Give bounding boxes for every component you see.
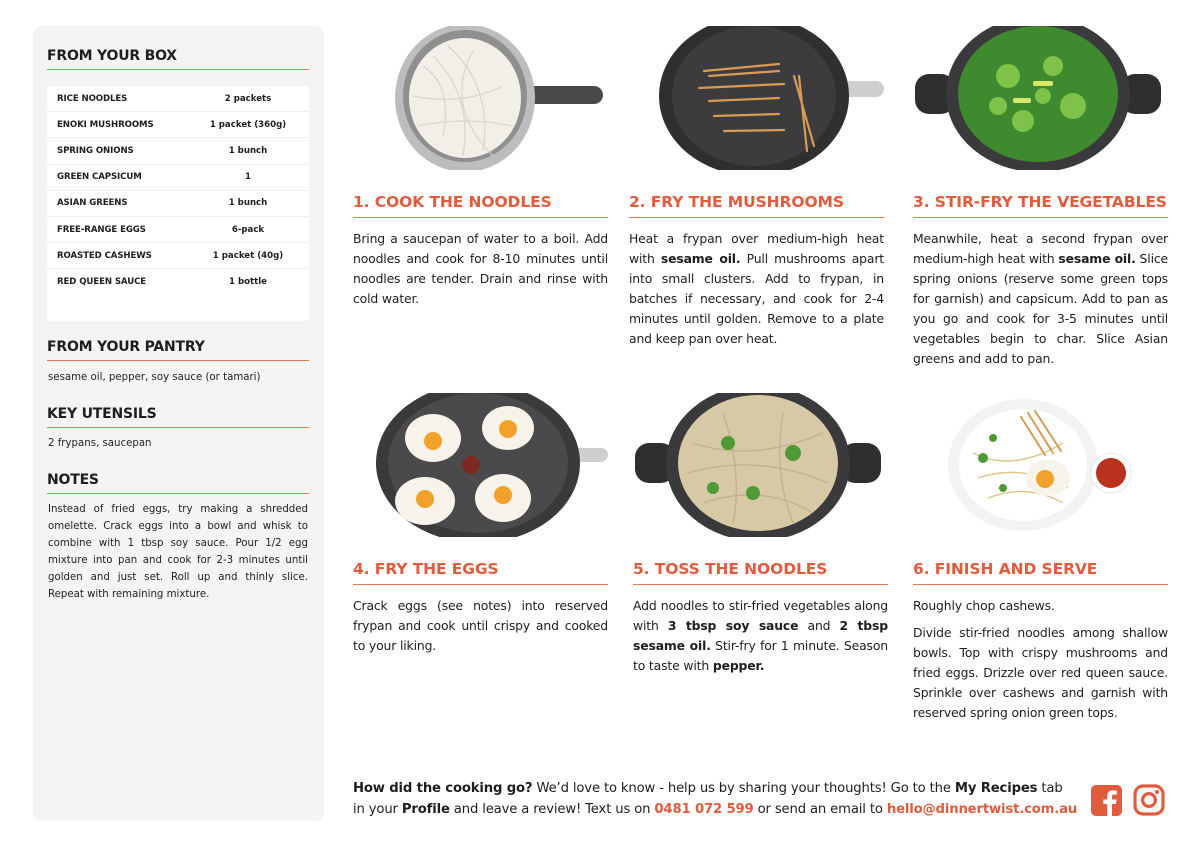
footer-text-run: or send an email to — [753, 802, 887, 817]
ingredient-quantity: 1 — [245, 172, 251, 183]
frypan-enoki-mushrooms-photo — [629, 26, 884, 170]
step-text-run: Bring a saucepan of water to a boil. Add noodles and cook for 8-10 minutes until noodles are tender. Drain and rinse with cold water. — [353, 231, 608, 306]
emphasized-ingredient: pepper. — [712, 658, 765, 673]
step-paragraph — [353, 596, 608, 656]
step-5-text — [633, 596, 888, 676]
ingredient-row — [47, 112, 309, 138]
ingredient-name: GREEN CAPSICUM — [57, 172, 142, 183]
from-your-box-heading: FROM YOUR BOX — [47, 48, 309, 70]
ingredient-name: ASIAN GREENS — [57, 198, 128, 209]
ingredient-quantity: 1 bunch — [228, 145, 268, 156]
ingredients-sidebar — [33, 26, 324, 821]
step-text-run: Add noodles to stir-fried vegetables along with — [633, 598, 888, 633]
step-text-run: Slice spring onions (reserve some green tops for garnish) and capsicum. Add to pan as you go and cook for 3-5 minutes until vegetables begin to char. Slice Asian greens and add to pan. — [913, 251, 1168, 366]
step-text-run: Meanwhile, heat a second frypan over medium-high heat with — [913, 231, 1168, 266]
step-5-title: 5. TOSS THE NOODLES — [633, 560, 888, 585]
ingredient-name: ROASTED CASHEWS — [57, 250, 152, 261]
ingredient-name: SPRING ONIONS — [57, 145, 134, 156]
ingredients-list — [47, 86, 309, 321]
ingredient-row — [47, 243, 309, 269]
pan-tossed-noodles-photo — [633, 393, 888, 537]
step-text-run: Crack eggs (see notes) into reserved frypan and cook until crispy and cooked to your liking. — [353, 598, 608, 653]
footer-text-run: We’d love to know - help us by sharing your thoughts! Go to the — [532, 781, 955, 796]
email-link[interactable]: hello@dinnertwist.com.au — [886, 802, 1078, 817]
step-3-text — [913, 229, 1168, 369]
ingredient-quantity: 1 bottle — [228, 277, 268, 288]
frypan-fried-eggs-photo — [353, 393, 608, 537]
footer-text-run: My Recipes — [954, 781, 1038, 796]
notes-heading: NOTES — [47, 472, 309, 494]
step-text-run: and — [798, 618, 840, 633]
step-paragraph — [913, 623, 1168, 723]
plated-noodle-bowl-photo — [913, 393, 1168, 537]
ingredient-quantity: 1 packet (360g) — [209, 119, 287, 130]
key-utensils-heading: KEY UTENSILS — [47, 406, 309, 428]
ingredient-row — [47, 191, 309, 217]
step-text-run: Roughly chop cashews. — [913, 598, 1055, 613]
step-3-title: 3. STIR-FRY THE VEGETABLES — [913, 193, 1168, 218]
ingredient-name: FREE-RANGE EGGS — [57, 224, 146, 235]
step-paragraph — [633, 596, 888, 676]
step-paragraph — [913, 596, 1168, 616]
feedback-footer — [353, 778, 1078, 820]
emphasized-ingredient: sesame oil. — [1058, 251, 1136, 266]
step-4-text — [353, 596, 608, 656]
step-text-run: Stir-fry for 1 minute. Season to taste with — [633, 638, 888, 673]
ingredient-name: RED QUEEN SAUCE — [57, 277, 147, 288]
ingredient-quantity: 1 bunch — [228, 198, 268, 209]
ingredient-name: ENOKI MUSHROOMS — [57, 119, 154, 130]
phone-link[interactable]: 0481 072 599 — [654, 802, 754, 817]
pan-stir-fried-vegetables-photo — [913, 26, 1168, 170]
ingredient-quantity: 2 packets — [224, 93, 272, 104]
ingredient-quantity: 6-pack — [231, 224, 265, 235]
step-1-text — [353, 229, 608, 309]
ingredient-row — [47, 86, 309, 112]
ingredient-name: RICE NOODLES — [57, 93, 128, 104]
step-6-title: 6. FINISH AND SERVE — [913, 560, 1168, 585]
step-4-title: 4. FRY THE EGGS — [353, 560, 608, 585]
facebook-icon[interactable] — [1090, 784, 1122, 816]
step-text-run: Pull mushrooms apart into small clusters. Add to frypan, in batches if necessary, and cook for 2-4 minutes until golden. Remove to a plate and keep pan over heat. — [629, 251, 884, 346]
ingredient-row — [47, 165, 309, 191]
emphasized-ingredient: 3 tbsp soy sauce — [667, 618, 799, 633]
step-text-run: Divide stir-fried noodles among shallow bowls. Top with crispy mushrooms and fried eggs. Drizzle over red queen sauce. Sprinkle over cashews and garnish with reserved spring onion green tops. — [913, 625, 1168, 720]
ingredient-row — [47, 269, 309, 295]
step-text-run: Heat a frypan over medium-high heat with — [629, 231, 884, 266]
footer-text-run: and leave a review! Text us on — [449, 802, 655, 817]
emphasized-ingredient: 2 tbsp sesame oil. — [633, 618, 888, 653]
ingredient-quantity: 1 packet (40g) — [212, 250, 284, 261]
step-paragraph — [913, 229, 1168, 369]
pantry-text: sesame oil, pepper, soy sauce (or tamari) — [48, 372, 261, 383]
footer-text-run: Profile — [401, 802, 450, 817]
notes-text: Instead of fried eggs, try making a shredded omelette. Crack eggs into a bowl and whisk to combine with 1 tbsp soy sauce. Pour 1/2 egg mixture into pan and cook for 2-3 minutes until golden and just set. Roll up and thinly slice. Repeat with remaining mixture. — [48, 504, 308, 600]
step-1-title: 1. COOK THE NOODLES — [353, 193, 608, 218]
emphasized-ingredient: sesame oil. — [660, 251, 741, 266]
step-6-text — [913, 596, 1168, 723]
from-your-pantry-heading: FROM YOUR PANTRY — [47, 339, 309, 361]
saucepan-rice-noodles-photo — [353, 26, 608, 170]
step-2-title: 2. FRY THE MUSHROOMS — [629, 193, 884, 218]
utensils-text: 2 frypans, saucepan — [48, 438, 152, 449]
footer-text-run: How did the cooking go? — [353, 781, 533, 796]
step-paragraph — [629, 229, 884, 349]
step-2-text — [629, 229, 884, 349]
step-paragraph — [353, 229, 608, 309]
ingredient-row — [47, 217, 309, 243]
ingredient-row — [47, 138, 309, 164]
instagram-icon[interactable] — [1133, 784, 1165, 816]
footer-text-run: tab in your — [353, 781, 1063, 817]
